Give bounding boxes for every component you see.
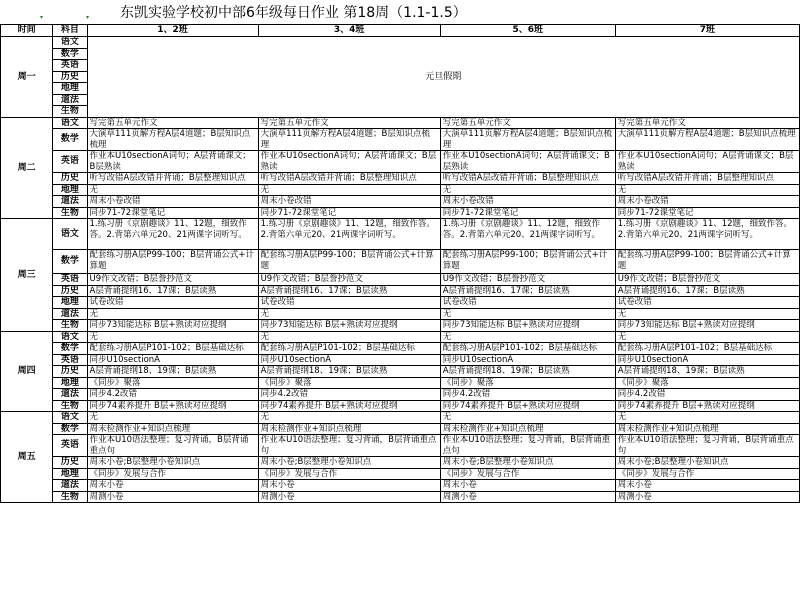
subject-cell[interactable]: 地理 bbox=[53, 377, 87, 389]
subject-cell[interactable]: 数学 bbox=[53, 343, 87, 355]
homework-cell[interactable]: U9作文改错；B层誊抄范文 bbox=[87, 274, 258, 286]
table-row bbox=[1, 274, 800, 286]
homework-cell[interactable]: 配套练习册A层P101-102；B层基础达标 bbox=[258, 343, 440, 355]
subject-cell[interactable]: 道法 bbox=[53, 389, 87, 401]
subject-cell[interactable]: 道法 bbox=[53, 480, 87, 492]
day-cell[interactable]: 周三 bbox=[1, 219, 53, 332]
subject-cell[interactable]: 英语 bbox=[53, 60, 87, 72]
homework-cell[interactable]: 大演草111页解方程A层4道题；B层知识点梳理 bbox=[87, 129, 258, 151]
homework-cell[interactable]: 无 bbox=[440, 331, 615, 343]
homework-cell[interactable]: 《同步》发展与合作 bbox=[258, 468, 440, 480]
subject-cell[interactable]: 地理 bbox=[53, 83, 87, 95]
homework-cell[interactable]: 同步73知能达标 B层+熟读对应提纲 bbox=[440, 320, 615, 332]
homework-cell[interactable]: 同步73知能达标 B层+熟读对应提纲 bbox=[258, 320, 440, 332]
subject-cell[interactable]: 语文 bbox=[53, 331, 87, 343]
homework-cell[interactable]: 大演草111页解方程A层4道题；B层知识点梳理 bbox=[440, 129, 615, 151]
table-row bbox=[1, 480, 800, 492]
homework-cell[interactable]: 无 bbox=[87, 184, 258, 196]
homework-cell[interactable]: 周末小卷改错 bbox=[258, 196, 440, 208]
homework-cell[interactable]: A层背诵提纲16、17课；B层读熟 bbox=[440, 285, 615, 297]
table-body bbox=[1, 37, 800, 503]
homework-cell[interactable]: 周末小卷;B层整理小卷知识点 bbox=[258, 457, 440, 469]
table-row bbox=[1, 37, 800, 49]
table-row bbox=[1, 320, 800, 332]
subject-cell[interactable]: 生物 bbox=[53, 400, 87, 412]
homework-cell[interactable]: 同步71-72课堂笔记 bbox=[615, 207, 799, 219]
homework-cell[interactable]: A层背诵提纲16、17课；B层读熟 bbox=[87, 285, 258, 297]
homework-cell[interactable]: 配套练习册A层P99-100；B层背诵公式+计算题 bbox=[615, 250, 799, 274]
day-cell[interactable]: 周五 bbox=[1, 412, 53, 503]
subject-cell[interactable]: 生物 bbox=[53, 207, 87, 219]
homework-cell[interactable]: 无 bbox=[258, 412, 440, 424]
homework-cell[interactable]: 无 bbox=[440, 184, 615, 196]
homework-cell[interactable]: 《同步》聚落 bbox=[615, 377, 799, 389]
homework-cell[interactable]: U9作文改错；B层誊抄范文 bbox=[440, 274, 615, 286]
homework-cell[interactable]: 听写改错A层改错并背诵；B层整理知识点 bbox=[258, 173, 440, 185]
homework-cell[interactable]: 写完第五单元作文 bbox=[258, 117, 440, 129]
subject-cell[interactable]: 英语 bbox=[53, 354, 87, 366]
subject-cell[interactable]: 英语 bbox=[53, 435, 87, 457]
homework-cell[interactable]: 作业本U10语法整理；复习背诵，B层背诵重点句 bbox=[258, 435, 440, 457]
homework-cell[interactable]: 同步73知能达标 B层+熟读对应提纲 bbox=[87, 320, 258, 332]
day-cell[interactable]: 周四 bbox=[1, 331, 53, 412]
table-row bbox=[1, 423, 800, 435]
homework-cell[interactable]: 周末小卷;B层整理小卷知识点 bbox=[87, 457, 258, 469]
table-row bbox=[1, 250, 800, 274]
table-row bbox=[1, 389, 800, 401]
table-row bbox=[1, 343, 800, 355]
homework-cell[interactable]: 周末小卷 bbox=[440, 480, 615, 492]
header-row bbox=[1, 25, 800, 37]
homework-cell[interactable]: 《同步》聚落 bbox=[258, 377, 440, 389]
homework-cell[interactable]: 周末小卷 bbox=[258, 480, 440, 492]
subject-cell[interactable]: 数学 bbox=[53, 48, 87, 60]
homework-cell[interactable]: 《同步》发展与合作 bbox=[87, 468, 258, 480]
homework-cell[interactable]: U9作文改错；B层誊抄范文 bbox=[615, 274, 799, 286]
table-row bbox=[1, 400, 800, 412]
subject-cell[interactable]: 道法 bbox=[53, 196, 87, 208]
homework-cell[interactable]: 无 bbox=[615, 412, 799, 424]
homework-cell[interactable]: A层背诵提纲18、19课；B层读熟 bbox=[258, 366, 440, 378]
homework-cell[interactable]: A层背诵提纲18、19课；B层读熟 bbox=[615, 366, 799, 378]
homework-table bbox=[0, 24, 800, 503]
header-class-3-4: 3、4班 bbox=[258, 25, 440, 37]
homework-cell[interactable]: 配套练习册A层P99-100；B层背诵公式+计算题 bbox=[258, 250, 440, 274]
subject-cell[interactable]: 数学 bbox=[53, 423, 87, 435]
homework-cell[interactable]: 大演草111页解方程A层4道题；B层知识点梳理 bbox=[258, 129, 440, 151]
table-row bbox=[1, 285, 800, 297]
subject-cell[interactable]: 语文 bbox=[53, 412, 87, 424]
table-row bbox=[1, 308, 800, 320]
homework-cell[interactable]: 无 bbox=[440, 308, 615, 320]
subject-cell[interactable]: 道法 bbox=[53, 94, 87, 106]
homework-cell[interactable]: A层背诵提纲18、19课；B层读熟 bbox=[87, 366, 258, 378]
homework-cell[interactable]: 作业本U10语法整理；复习背诵，B层背诵重点句 bbox=[87, 435, 258, 457]
homework-cell[interactable]: 无 bbox=[615, 308, 799, 320]
homework-cell[interactable]: 同步4.2改错 bbox=[615, 389, 799, 401]
subject-cell[interactable]: 生物 bbox=[53, 320, 87, 332]
table-row bbox=[1, 457, 800, 469]
subject-cell[interactable]: 地理 bbox=[53, 297, 87, 309]
homework-cell[interactable]: 作业本U10sectionA词句；A层背诵课文；B层熟读 bbox=[87, 151, 258, 173]
table-row bbox=[1, 297, 800, 309]
homework-cell[interactable]: 周测小卷 bbox=[440, 491, 615, 503]
homework-cell[interactable]: 配套练习册A层P99-100；B层背诵公式+计算题 bbox=[440, 250, 615, 274]
homework-cell[interactable]: 同步74素养提升 B层+熟读对应提纲 bbox=[440, 400, 615, 412]
homework-cell[interactable]: 同步71-72课堂笔记 bbox=[87, 207, 258, 219]
subject-cell[interactable]: 生物 bbox=[53, 106, 87, 118]
homework-cell[interactable]: A层背诵提纲16、17课；B层读熟 bbox=[258, 285, 440, 297]
header-class-7: 7班 bbox=[615, 25, 799, 37]
table-row bbox=[1, 117, 800, 129]
subject-cell[interactable]: 历史 bbox=[53, 71, 87, 83]
header-class-5-6: 5、6班 bbox=[440, 25, 615, 37]
homework-cell[interactable]: 周测小卷 bbox=[87, 491, 258, 503]
sheet-title: 东凯实验学校初中部6年级每日作业 第18周（1.1-1.5） bbox=[120, 5, 467, 21]
table-row bbox=[1, 184, 800, 196]
homework-cell[interactable]: 作业本U10sectionA词句；A层背诵课文；B层熟读 bbox=[258, 151, 440, 173]
table-row bbox=[1, 468, 800, 480]
homework-cell[interactable]: 周末小卷;B层整理小卷知识点 bbox=[615, 457, 799, 469]
homework-cell[interactable]: 配套练习册A层P101-102；B层基础达标 bbox=[615, 343, 799, 355]
table-row bbox=[1, 377, 800, 389]
homework-cell[interactable]: 同步U10sectionA bbox=[87, 354, 258, 366]
filter-dropdown-icon[interactable]: ▾ bbox=[85, 14, 89, 21]
homework-cell[interactable]: 同步4.2改错 bbox=[258, 389, 440, 401]
homework-cell[interactable]: 周测小卷 bbox=[258, 491, 440, 503]
homework-cell[interactable]: 大演草111页解方程A层4道题；B层知识点梳理 bbox=[615, 129, 799, 151]
homework-cell[interactable]: 作业本U10语法整理；复习背诵，B层背诵重点句 bbox=[615, 435, 799, 457]
homework-cell[interactable]: 配套练习册A层P101-102；B层基础达标 bbox=[87, 343, 258, 355]
homework-cell[interactable]: 周测小卷 bbox=[615, 491, 799, 503]
homework-cell[interactable]: 《同步》聚落 bbox=[87, 377, 258, 389]
homework-cell[interactable]: 写完第五单元作文 bbox=[87, 117, 258, 129]
homework-cell[interactable]: 同步4.2改错 bbox=[87, 389, 258, 401]
homework-cell[interactable]: 同步U10sectionA bbox=[440, 354, 615, 366]
table-row bbox=[1, 151, 800, 173]
title-row bbox=[0, 0, 800, 25]
homework-cell[interactable]: 同步73知能达标 B层+熟读对应提纲 bbox=[615, 320, 799, 332]
table-row bbox=[1, 196, 800, 208]
homework-cell[interactable]: 无 bbox=[440, 412, 615, 424]
homework-cell[interactable]: 1.练习册《京剧趣谈》11、12题，细致作答。2.背第六单元20、21两课字词听写。 bbox=[440, 219, 615, 250]
table-row bbox=[1, 435, 800, 457]
homework-cell[interactable]: 1.练习册《京剧趣谈》11、12题，细致作答。2.背第六单元20、21两课字词听写。 bbox=[87, 219, 258, 250]
homework-cell[interactable]: 《同步》发展与合作 bbox=[615, 468, 799, 480]
subject-cell[interactable]: 道法 bbox=[53, 308, 87, 320]
homework-cell[interactable]: 无 bbox=[87, 308, 258, 320]
homework-cell[interactable]: 周末检测作业+知识点梳理 bbox=[615, 423, 799, 435]
subject-cell[interactable]: 数学 bbox=[53, 250, 87, 274]
subject-cell[interactable]: 语文 bbox=[53, 219, 87, 250]
homework-cell[interactable]: 无 bbox=[87, 331, 258, 343]
homework-cell[interactable]: 同步71-72课堂笔记 bbox=[440, 207, 615, 219]
homework-cell[interactable]: 周末小卷改错 bbox=[615, 196, 799, 208]
day-cell[interactable]: 周二 bbox=[1, 117, 53, 219]
homework-cell[interactable]: 同步74素养提升 B层+熟读对应提纲 bbox=[615, 400, 799, 412]
table-row bbox=[1, 207, 800, 219]
subject-cell[interactable]: 历史 bbox=[53, 285, 87, 297]
homework-cell[interactable]: 同步4.2改错 bbox=[440, 389, 615, 401]
homework-cell[interactable]: 周末小卷 bbox=[615, 480, 799, 492]
homework-cell[interactable]: 《同步》聚落 bbox=[440, 377, 615, 389]
homework-cell[interactable]: 周末小卷改错 bbox=[87, 196, 258, 208]
homework-cell[interactable]: 无 bbox=[258, 184, 440, 196]
subject-cell[interactable]: 地理 bbox=[53, 184, 87, 196]
homework-cell[interactable]: 周末小卷改错 bbox=[440, 196, 615, 208]
subject-cell[interactable]: 地理 bbox=[53, 468, 87, 480]
homework-cell[interactable]: 周末检测作业+知识点梳理 bbox=[440, 423, 615, 435]
homework-cell[interactable]: 试卷改错 bbox=[87, 297, 258, 309]
homework-cell[interactable]: A层背诵提纲16、17课；B层读熟 bbox=[615, 285, 799, 297]
homework-cell[interactable]: 同步74素养提升 B层+熟读对应提纲 bbox=[258, 400, 440, 412]
homework-cell[interactable]: 试卷改错 bbox=[258, 297, 440, 309]
header-class-1-2: 1、2班 bbox=[87, 25, 258, 37]
homework-cell[interactable]: 作业本U10sectionA词句；A层背诵课文；B层熟读 bbox=[615, 151, 799, 173]
homework-cell[interactable]: 周末检测作业+知识点梳理 bbox=[87, 423, 258, 435]
homework-cell[interactable]: 配套练习册A层P99-100；B层背诵公式+计算题 bbox=[87, 250, 258, 274]
homework-cell[interactable]: 周末检测作业+知识点梳理 bbox=[258, 423, 440, 435]
homework-cell[interactable]: 配套练习册A层P101-102；B层基础达标 bbox=[440, 343, 615, 355]
table-row bbox=[1, 331, 800, 343]
homework-cell[interactable]: 写完第五单元作文 bbox=[440, 117, 615, 129]
homework-cell[interactable]: 《同步》发展与合作 bbox=[440, 468, 615, 480]
filter-dropdown-icon[interactable]: ▾ bbox=[39, 14, 43, 21]
header-time: 时间 bbox=[1, 25, 53, 37]
homework-cell[interactable]: 1.练习册《京剧趣谈》11、12题，细致作答。2.背第六单元20、21两课字词听写。 bbox=[258, 219, 440, 250]
homework-cell[interactable]: 作业本U10语法整理；复习背诵，B层背诵重点句 bbox=[440, 435, 615, 457]
homework-cell[interactable]: 试卷改错 bbox=[440, 297, 615, 309]
homework-cell[interactable]: 听写改错A层改错并背诵；B层整理知识点 bbox=[615, 173, 799, 185]
homework-cell[interactable]: U9作文改错；B层誊抄范文 bbox=[258, 274, 440, 286]
homework-cell[interactable]: 写完第五单元作文 bbox=[615, 117, 799, 129]
subject-cell[interactable]: 英语 bbox=[53, 274, 87, 286]
subject-cell[interactable]: 语文 bbox=[53, 117, 87, 129]
homework-cell[interactable]: 无 bbox=[258, 331, 440, 343]
homework-cell[interactable]: 听写改错A层改错并背诵；B层整理知识点 bbox=[440, 173, 615, 185]
homework-cell[interactable]: 同步U10sectionA bbox=[258, 354, 440, 366]
holiday-cell[interactable]: 元旦假期 bbox=[87, 37, 799, 118]
homework-cell[interactable]: 周末小卷 bbox=[87, 480, 258, 492]
homework-cell[interactable]: 作业本U10sectionA词句；A层背诵课文；B层熟读 bbox=[440, 151, 615, 173]
subject-cell[interactable]: 语文 bbox=[53, 37, 87, 49]
table-row bbox=[1, 129, 800, 151]
homework-cell[interactable]: 无 bbox=[258, 308, 440, 320]
homework-cell[interactable]: 无 bbox=[87, 412, 258, 424]
table-row bbox=[1, 219, 800, 250]
homework-cell[interactable]: 同步U10sectionA bbox=[615, 354, 799, 366]
header-subject: 科目 bbox=[53, 25, 87, 37]
homework-cell[interactable]: 试卷改错 bbox=[615, 297, 799, 309]
homework-cell[interactable]: A层背诵提纲18、19课；B层读熟 bbox=[440, 366, 615, 378]
homework-cell[interactable]: 1.练习册《京剧趣谈》11、12题，细致作答。2.背第六单元20、21两课字词听写。 bbox=[615, 219, 799, 250]
homework-cell[interactable]: 听写改错A层改错并背诵；B层整理知识点 bbox=[87, 173, 258, 185]
table-row bbox=[1, 354, 800, 366]
homework-cell[interactable]: 同步71-72课堂笔记 bbox=[258, 207, 440, 219]
subject-cell[interactable]: 数学 bbox=[53, 129, 87, 151]
subject-cell[interactable]: 历史 bbox=[53, 366, 87, 378]
table-row bbox=[1, 491, 800, 503]
subject-cell[interactable]: 生物 bbox=[53, 491, 87, 503]
subject-cell[interactable]: 历史 bbox=[53, 457, 87, 469]
table-row bbox=[1, 366, 800, 378]
day-cell[interactable]: 周一 bbox=[1, 37, 53, 118]
homework-cell[interactable]: 无 bbox=[615, 184, 799, 196]
subject-cell[interactable]: 历史 bbox=[53, 173, 87, 185]
homework-cell[interactable]: 无 bbox=[615, 331, 799, 343]
table-row bbox=[1, 173, 800, 185]
subject-cell[interactable]: 英语 bbox=[53, 151, 87, 173]
homework-cell[interactable]: 同步74素养提升 B层+熟读对应提纲 bbox=[87, 400, 258, 412]
homework-cell[interactable]: 周末小卷;B层整理小卷知识点 bbox=[440, 457, 615, 469]
table-row bbox=[1, 412, 800, 424]
